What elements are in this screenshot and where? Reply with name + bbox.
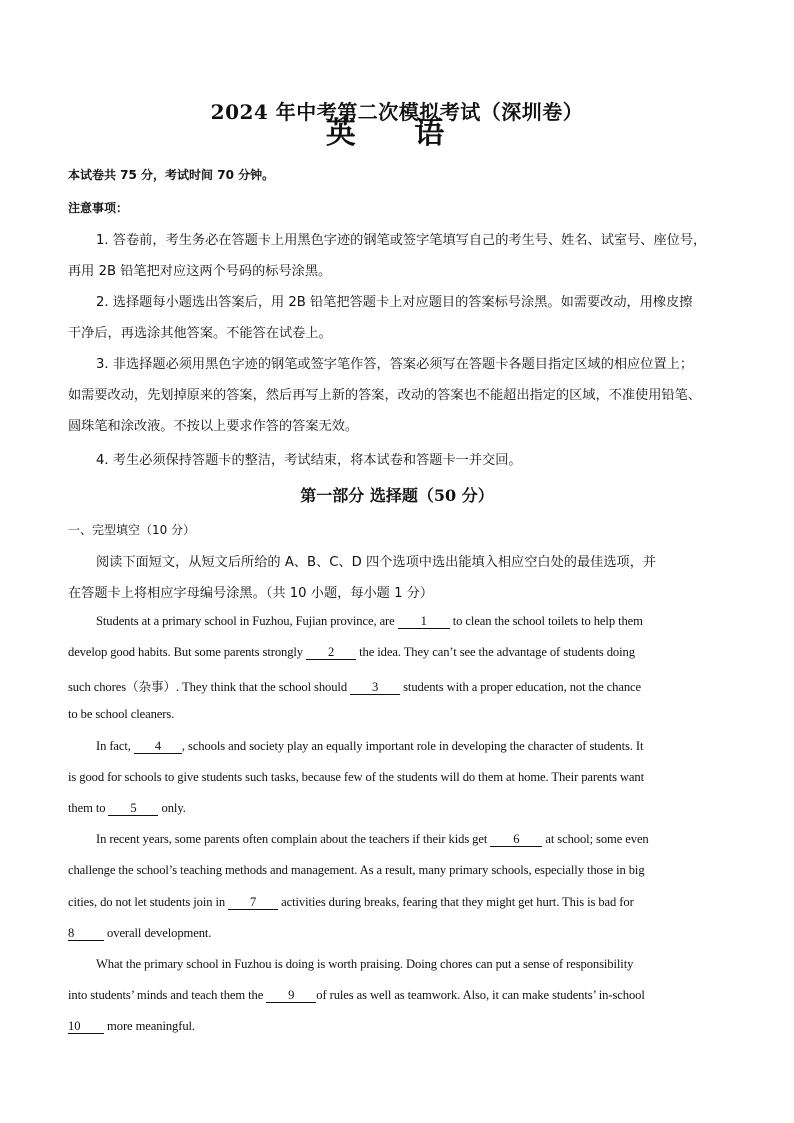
blank-3: 3	[350, 681, 400, 695]
passage-text: them to	[68, 801, 109, 815]
passage-line	[96, 832, 726, 847]
passage-line	[68, 988, 726, 1003]
part-one-title: 第一部分 选择题（50 分）	[300, 486, 494, 505]
notice-item-1-line-1: 1. 答卷前，考生务必在答题卡上用黑色字迹的钢笔或签字笔填写自己的考生号、姓名、试室号、座位号，	[96, 233, 707, 248]
notice-item-3-line-3: 圆珠笔和涂改液。不按以上要求作答的答案无效。	[68, 419, 359, 434]
passage-line	[68, 926, 726, 941]
blank-7: 7	[228, 896, 278, 910]
exam-title: 2024 年中考第二次模拟考试（深圳卷）	[210, 100, 584, 124]
blank-1: 1	[398, 615, 450, 629]
passage-text: of rules as well as teamwork. Also, it can make students’ in-school	[316, 988, 645, 1002]
passage-line: challenge the school’s teaching methods and management. As a result, many primary schools, especially those in big	[68, 863, 645, 877]
blank-2: 2	[306, 646, 356, 660]
passage-text: In recent years, some parents often complain about the teachers if their kids get	[96, 832, 491, 846]
notice-item-1-line-2: 再用 2B 铅笔把对应这两个号码的标号涂黑。	[68, 264, 332, 279]
passage-text: , schools and society play an equally important role in developing the character of students. It	[181, 739, 644, 753]
passage-text: cities, do not let students join in	[68, 895, 229, 909]
notice-item-3-line-2: 如需要改动，先划掉原来的答案，然后再写上新的答案，改动的答案也不能超出指定的区域，不准使用铅笔、	[68, 388, 701, 403]
passage-line: to be school cleaners.	[68, 707, 175, 721]
passage-text: activities during breaks, fearing that they might get hurt. This is bad for	[278, 895, 634, 909]
passage-line	[68, 801, 726, 816]
instruction-line-1: 阅读下面短文，从短文后所给的 A、B、C、D 四个选项中选出能填入相应空白处的最佳选项，并	[96, 555, 657, 570]
notice-item-2-line-1: 2. 选择题每小题选出答案后，用 2B 铅笔把答题卡上对应题目的答案标号涂黑。如需要改动，用橡皮擦	[96, 295, 693, 310]
passage-line	[68, 1019, 726, 1034]
passage-text: the idea. They can’t see the advantage of students doing	[356, 645, 635, 659]
passage-text: only.	[158, 801, 186, 815]
passage-line: is good for schools to give students such tasks, because few of the students will do them at home. Their parents want	[68, 770, 645, 784]
passage-line	[68, 645, 726, 660]
passage-text: such chores（杂事）. They think that the school should	[68, 680, 351, 694]
passage-text: develop good habits. But some parents strongly	[68, 645, 307, 659]
instruction-line-2: 在答题卡上将相应字母编号涂黑。（共 10 小题，每小题 1 分）	[68, 586, 434, 601]
subject-title: 英 语	[325, 116, 469, 151]
passage-text: overall development.	[104, 926, 212, 940]
notice-heading: 注意事项：	[68, 201, 129, 215]
notice-item-2-line-2: 干净后，再选涂其他答案。不能答在试卷上。	[68, 326, 332, 341]
passage-line	[96, 614, 726, 629]
passage-line	[68, 676, 726, 695]
exam-intro: 本试卷共 75 分，考试时间 70 分钟。	[68, 168, 275, 182]
notice-item-3-line-1: 3. 非选择题必须用黑色字迹的钢笔或签字笔作答，答案必须写在答题卡各题目指定区域的相应位置上；	[96, 357, 694, 372]
passage-text: at school; some even	[542, 832, 649, 846]
blank-6: 6	[490, 833, 542, 847]
blank-10: 10	[68, 1020, 104, 1034]
blank-9: 9	[266, 989, 316, 1003]
blank-5: 5	[108, 802, 158, 816]
passage-line: What the primary school in Fuzhou is doing is worth praising. Doing chores can put a sense of responsibility	[96, 957, 634, 971]
section-heading: 一、完型填空（10 分）	[68, 523, 196, 537]
passage-text: Students at a primary school in Fuzhou, Fujian province, are	[96, 614, 398, 628]
passage-text: In fact,	[96, 739, 134, 753]
passage-text: students with a proper education, not the chance	[400, 680, 642, 694]
passage-text: more meaningful.	[104, 1019, 195, 1033]
blank-4: 4	[134, 740, 182, 754]
notice-item-4-line-1: 4. 考生必须保持答题卡的整洁，考试结束，将本试卷和答题卡一并交回。	[96, 453, 522, 468]
passage-text: into students’ minds and teach them the	[68, 988, 267, 1002]
passage-text: to clean the school toilets to help them	[449, 614, 643, 628]
passage-line	[68, 895, 726, 910]
passage-line	[96, 739, 726, 754]
blank-8: 8	[68, 927, 104, 941]
